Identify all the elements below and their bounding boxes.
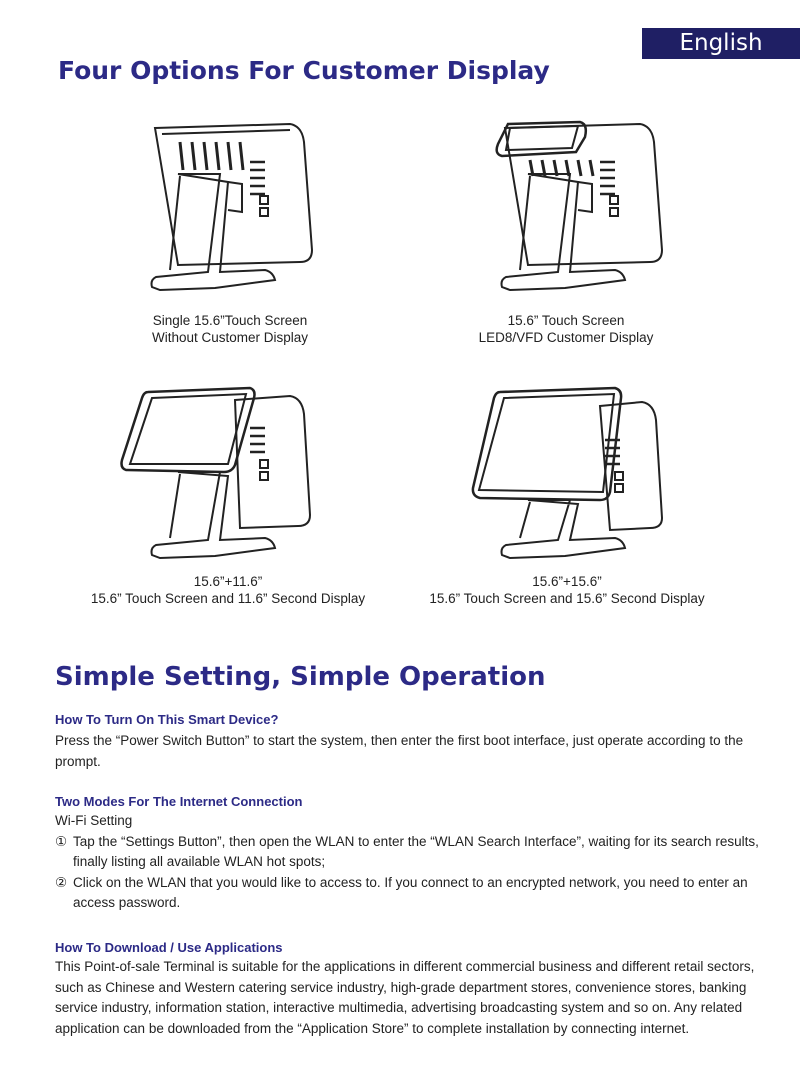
wifi-step-2 (55, 873, 775, 914)
turn-on-heading: How To Turn On This Smart Device? (55, 712, 279, 727)
wifi-step-1 (55, 832, 775, 873)
step-number: ① (55, 833, 68, 849)
pos-dual-15-illustration (410, 380, 750, 580)
step-text: Tap the “Settings Button”, then open the WLAN to enter the “WLAN Search Interface”, waiting for its search results, finally listing all available WLAN hot spots; (73, 833, 759, 869)
pos-vfd-display-illustration (410, 112, 750, 312)
step-number: ② (55, 874, 68, 890)
option-4-caption: 15.6”+15.6” 15.6” Touch Screen and 15.6” Second Display (429, 574, 705, 606)
pos-dual-11-illustration (60, 380, 400, 580)
download-text: This Point-of-sale Terminal is suitable for the applications in different commercial business and different retail sectors, such as Chinese and Western catering service industry, high-grade department stores, convenience stores, banking service industry, information station, interactive multimedia, advertising broadcasting system and so on. Any related application can be downloaded from the “Application Store” to complete installation by connecting internet. (55, 959, 755, 1036)
internet-steps (55, 811, 775, 914)
pos-single-screen-illustration (60, 112, 400, 312)
download-heading: How To Download / Use Applications (55, 940, 283, 955)
section-title-customer-display: Four Options For Customer Display (58, 56, 550, 85)
section-title-simple-setting: Simple Setting, Simple Operation (55, 662, 546, 692)
option-3-caption: 15.6”+11.6” 15.6” Touch Screen and 11.6” Second Display (90, 574, 366, 606)
internet-heading: Two Modes For The Internet Connection (55, 794, 303, 809)
step-text: Click on the WLAN that you would like to access to. If you connect to an encrypted network, you need to enter an access password. (73, 874, 748, 910)
option-2-caption: 15.6” Touch Screen LED8/VFD Customer Display (478, 313, 654, 345)
option-1-caption: Single 15.6”Touch Screen Without Customer Display (151, 313, 309, 345)
language-badge[interactable]: English (642, 28, 800, 59)
wifi-setting-subheading: Wi-Fi Setting (55, 813, 133, 828)
turn-on-text: Press the “Power Switch Button” to start the system, then enter the first boot interface, just operate according to the prompt. (55, 733, 744, 769)
